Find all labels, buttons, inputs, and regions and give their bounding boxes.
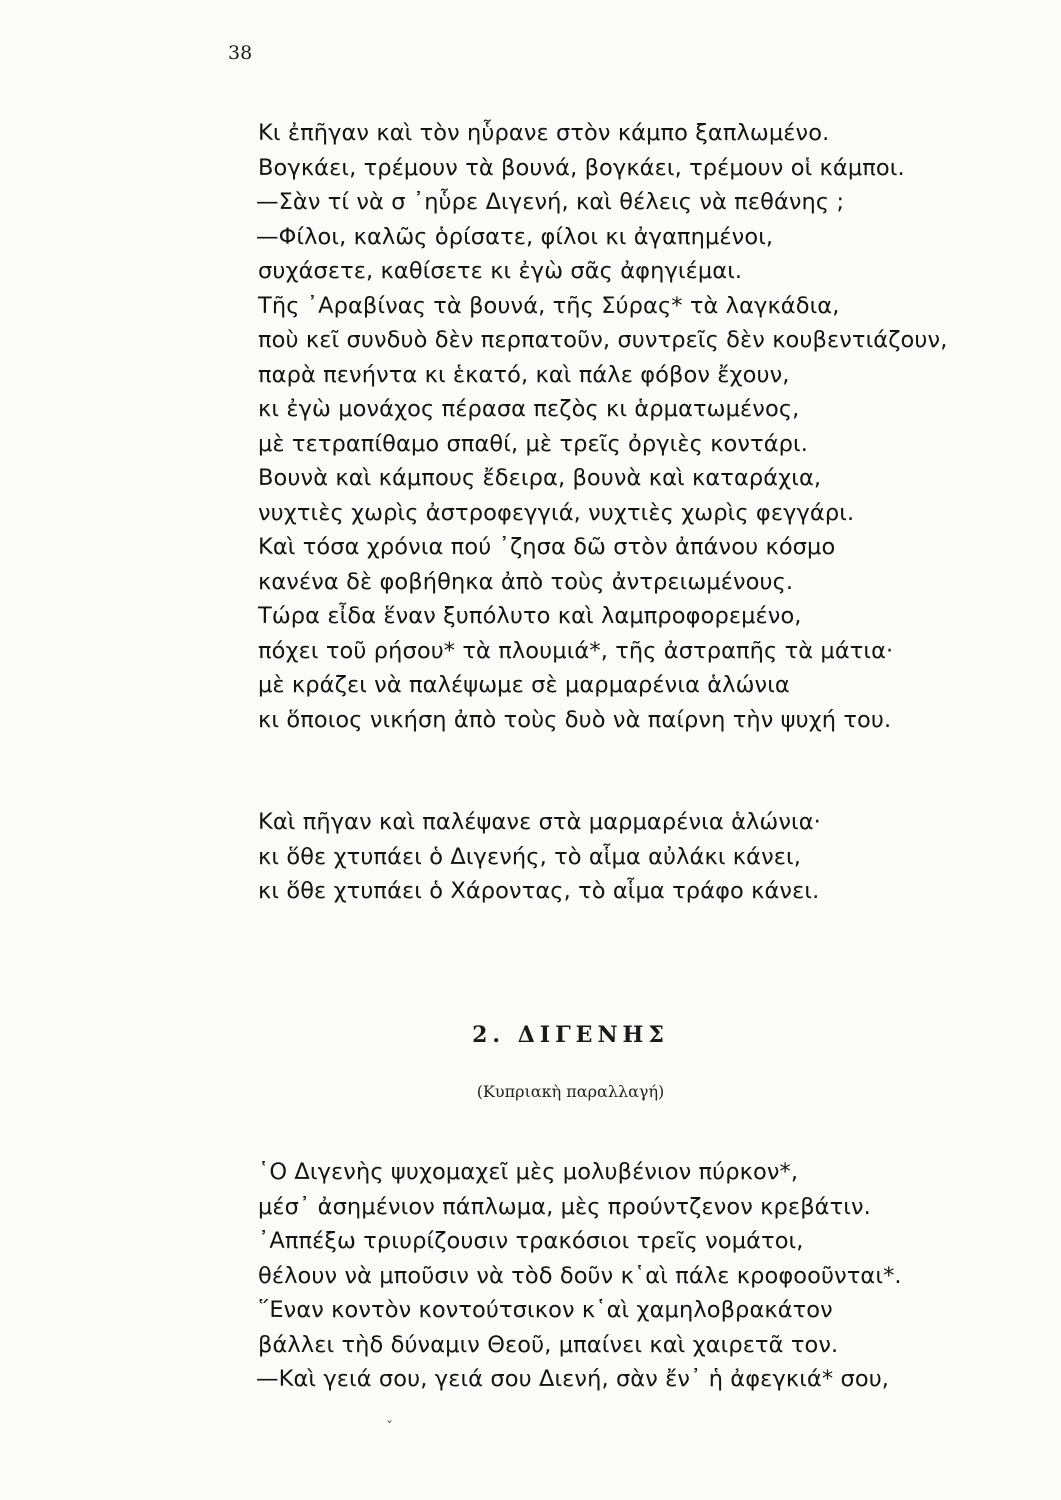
verse-line: κανένα δὲ φοβήθηκα ἀπὸ τοὺς ἀντρειωμένους. — [258, 568, 794, 595]
verse-line: θέλουν νὰ μποῦσιν νὰ τὸδ δοῦν κ῾αὶ πάλε κροφοοῦνται*. — [258, 1262, 902, 1289]
verse-line: πόχει τοῦ ρήσου* τὰ πλουμιά*, τῆς ἀστραπῆς τὰ μάτια· — [258, 637, 894, 664]
verse-line: —Καὶ γειά σου, γειά σου Διενή, σὰν ἔν᾽ ἡ ἀφεγκιά* σου, — [256, 1366, 890, 1392]
poem-stanza-2 — [258, 805, 821, 909]
verse-line: κι ὅθε χτυπάει ὁ Διγενής, τὸ αἷμα αὐλάκι κάνει, — [258, 843, 801, 870]
verse-line: Καὶ πῆγαν καὶ παλέψανε στὰ μαρμαρένια ἁλώνια· — [258, 809, 821, 835]
verse-line: ποὺ κεῖ συνδυὸ δὲν περπατοῦν, συντρεῖς δὲν κουβεντιάζουν, — [258, 327, 948, 353]
verse-line: ᾽Αππέξω τριυρίζουσιν τρακόσιοι τρεῖς νομάτοι, — [258, 1228, 804, 1254]
verse-line: Κι ἐπῆγαν καὶ τὸν ηὗρανε στὸν κάμπο ξαπλωμένο. — [258, 120, 830, 146]
poem-stanza-3 — [258, 1155, 902, 1397]
verse-line: —Σὰν τί νὰ σ ᾽ηὗρε Διγενή, καὶ θέλεις νὰ πεθάνης ; — [256, 189, 845, 215]
verse-line: ῾Ο Διγενὴς ψυχομαχεῖ μὲς μολυβένιον πύρκον*, — [258, 1159, 799, 1185]
verse-line: ῞Εναν κοντὸν κοντούτσικον κ῾αὶ χαμηλοβρακάτον — [258, 1297, 833, 1323]
footer-mark: ˇ — [386, 1420, 393, 1436]
verse-line: Βογκάει, τρέμουν τὰ βουνά, βογκάει, τρέμουν οἱ κάμποι. — [258, 154, 905, 181]
verse-line: κι ὅθε χτυπάει ὁ Χάροντας, τὸ αἷμα τράφο κάνει. — [258, 878, 820, 904]
verse-line: παρὰ πενήντα κι ἑκατό, καὶ πάλε φόβον ἔχουν, — [258, 361, 790, 388]
verse-line: Τώρα εἶδα ἕναν ξυπόλυτο καὶ λαμπροφορεμένο, — [258, 603, 802, 629]
verse-line: Καὶ τόσα χρόνια πού ᾽ζησα δῶ στὸν ἀπάνου κόσμο — [258, 534, 836, 560]
verse-line: μὲ κράζει νὰ παλέψωμε σὲ μαρμαρένια ἁλώνια — [258, 672, 790, 698]
verse-line: βάλλει τὴδ δύναμιν Θεοῦ, μπαίνει καὶ χαιρετᾶ τον. — [258, 1331, 839, 1358]
verse-line: κι ὅποιος νικήση ἀπὸ τοὺς δυὸ νὰ παίρνη τὴν ψυχή του. — [258, 706, 892, 733]
verse-line: Βουνὰ καὶ κάμπους ἔδειρα, βουνὰ καὶ καταράχια, — [258, 465, 822, 491]
verse-line: κι ἐγὼ μονάχος πέρασα πεζὸς κι ἁρματωμένος, — [258, 396, 800, 422]
verse-line: νυχτιὲς χωρὶς ἀστροφεγγιά, νυχτιὲς χωρὶς φεγγάρι. — [258, 499, 855, 526]
section-subheading: (Κυπριακὴ παραλλαγή) — [476, 1082, 665, 1101]
poem-stanza-1 — [258, 116, 947, 737]
verse-line: —Φίλοι, καλῶς ὁρίσατε, φίλοι κι ἀγαπημένοι, — [256, 223, 774, 250]
verse-line: μέσ᾽ ἀσημένιον πάπλωμα, μὲς προύντζενον κρεβάτιν. — [258, 1193, 871, 1220]
verse-line: Τῆς ᾽Αραβίνας τὰ βουνά, τῆς Σύρας* τὰ λαγκάδια, — [258, 292, 840, 319]
verse-line: συχάσετε, καθίσετε κι ἐγὼ σᾶς ἀφηγιέμαι. — [258, 258, 743, 284]
section-heading: 2. ΔΙΓΕΝΗΣ — [472, 1022, 669, 1048]
verse-line: μὲ τετραπίθαμο σπαθί, μὲ τρεῖς ὀργιὲς κοντάρι. — [258, 430, 809, 457]
page-number: 38 — [228, 42, 253, 64]
